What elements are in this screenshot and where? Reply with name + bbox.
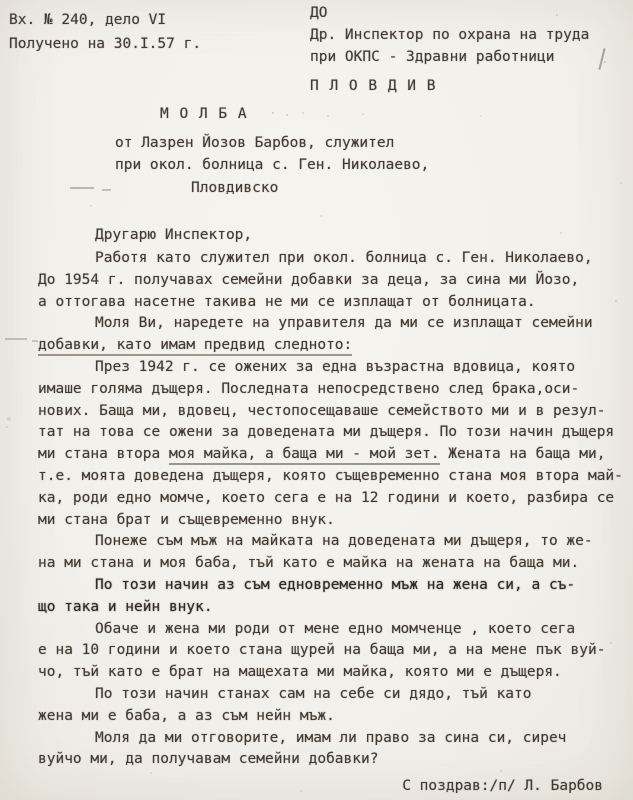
- body-line: ка, роди едно момче, което сега е на 12 години и което, разбира се: [38, 489, 615, 506]
- scan-noise: [0, 0, 2, 2]
- body-line: що така и нейн внук.: [38, 598, 213, 615]
- sender-workplace: при окол. болница с. Ген. Николаево,: [115, 157, 430, 174]
- addressee-block: [310, 3, 589, 98]
- body-line: чо, тъй като е брат на мащехата ми майка, която ми е дъщеря.: [38, 664, 562, 681]
- body-line: имаше голяма дъщеря. Последната непосредствено след брака,оси-: [38, 380, 580, 397]
- scan-artifact: [70, 187, 94, 189]
- scan-artifact: [272, 112, 274, 114]
- signoff: С поздрав:/п/ Л. Барбов: [402, 778, 603, 794]
- body-line: а оттогава насетне такива не ми се изплащат от болницата.: [38, 293, 536, 310]
- salutation: Другарю Инспектор,: [95, 227, 253, 243]
- body-line: добавки, като имам предвид следното:: [38, 335, 623, 357]
- body-line: Моля Ви, наредете на управителя да ми се изплащат семейни: [95, 315, 593, 332]
- sender-block: [115, 132, 429, 199]
- addressee-line2: при ОКПС - Здравни работници: [310, 48, 555, 65]
- body-line: на ми стана и моя баба, тъй като е майка на жената на баща ми.: [38, 555, 580, 572]
- addressee-line1: Др. Инспектор по охрана на труда: [310, 26, 590, 43]
- document-title: М О Л Б А: [160, 106, 248, 122]
- scan-artifact: [598, 48, 605, 70]
- body-line: тат на това се ожени за доведената ми дъщеря. По този начин дъщеря: [38, 424, 615, 441]
- addressee-city: П Л О В Д И В: [310, 78, 437, 95]
- body-lines: [38, 248, 623, 771]
- received-date: Получено на 30.I.57 г.: [9, 36, 202, 52]
- addressee-to-label: ДО: [310, 5, 328, 21]
- body-line: ми стана втора моя майка, а баща ми - мой зет. Жената на баща ми,: [38, 444, 623, 466]
- body-line: По този начин станах сам на себе си дядо, тъй като: [95, 685, 532, 702]
- registration-number: Вх. № 240, дело VI: [9, 12, 167, 28]
- scan-artifact: [5, 338, 27, 340]
- body-line: Работя като служител при окол. болница с. Ген. Николаево,: [95, 250, 593, 266]
- body-line: Понеже съм мъж на майката на доведената ми дъщеря, то же-: [95, 533, 593, 550]
- body-line: Обаче и жена ми роди от мене едно момченце , което сега: [95, 620, 576, 637]
- body-line: По този начин аз съм едновременно мъж на жена си, а съ-: [95, 576, 576, 593]
- scan-artifact: [32, 340, 38, 342]
- body-line: т.е. моята доведена дъщеря, която същевременно стана моя втора май-: [38, 467, 623, 484]
- body-line: ми стана брат и същевременно внук.: [38, 511, 335, 528]
- body-line: вуйчо ми, да получавам семейни добавки?: [38, 751, 379, 768]
- body-line: е на 10 години и което стана щурей на баща ми, а на мене пък вуй-: [38, 642, 606, 659]
- body-line: Моля да ми отговорите, имам ли право за сина си, сиреч: [95, 729, 567, 746]
- sender-name: от Лазрен Йозов Барбов, служител: [115, 135, 395, 151]
- body-line: До 1954 г. получавах семейни добавки за деца, за сина ми Йозо,: [38, 271, 580, 288]
- body-line: жена ми е баба, а аз съм нейн мъж.: [38, 707, 335, 724]
- registration-block: [9, 8, 201, 56]
- body-line: През 1942 г. се ожених за една възрастна вдовица, която: [95, 358, 576, 375]
- scan-artifact: [102, 189, 111, 191]
- sender-region: Пловдивско: [191, 179, 279, 196]
- body-line: нових. Баща ми, вдовец, честопосещаваше семейството ми и в резул-: [38, 402, 606, 419]
